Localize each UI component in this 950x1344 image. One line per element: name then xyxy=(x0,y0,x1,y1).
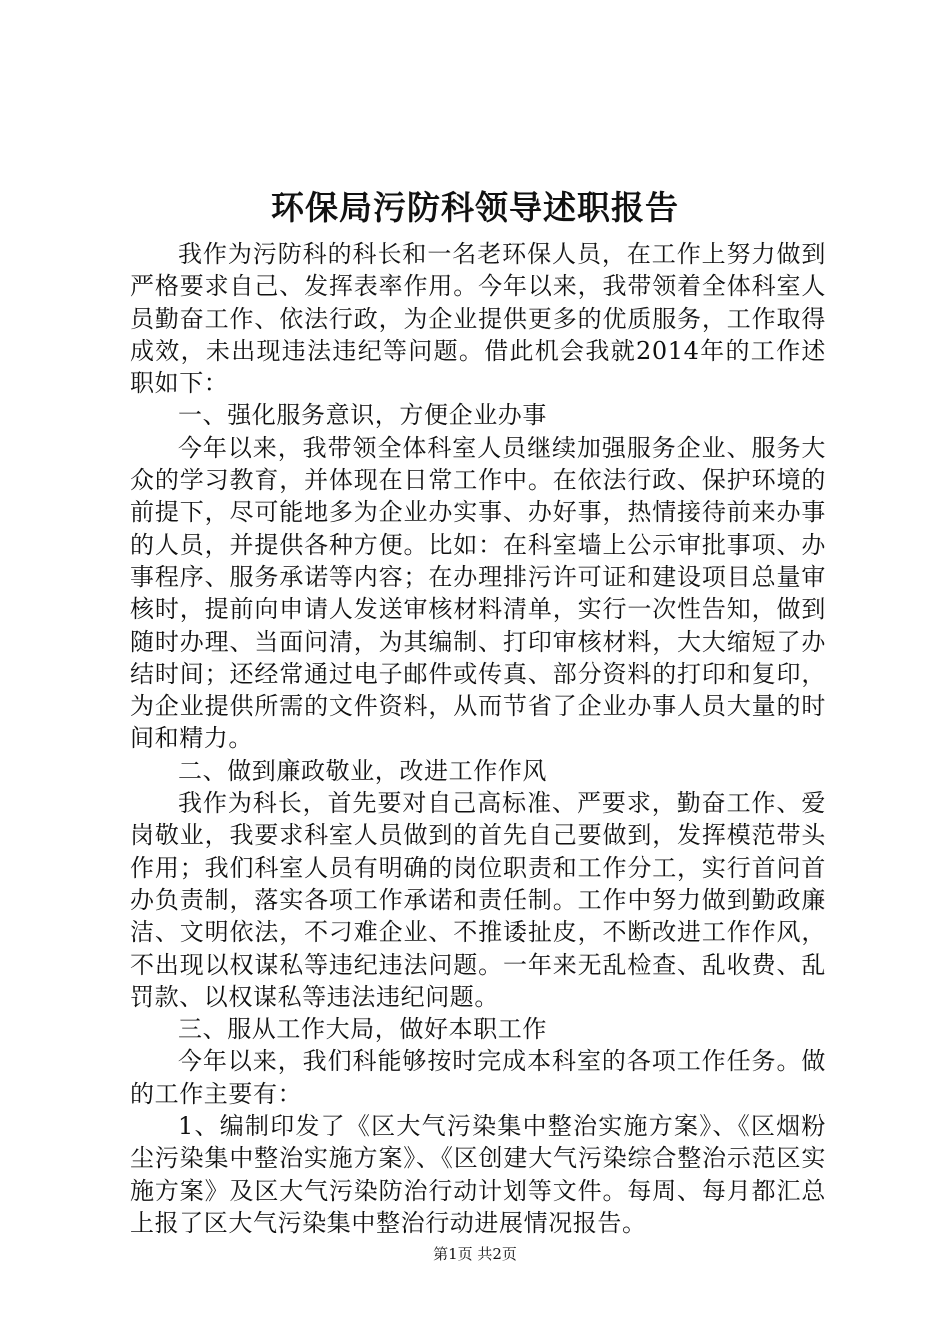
page-number-footer: 第1页 共2页 xyxy=(433,1245,517,1263)
paragraph-intro: 我作为污防科的科长和一名老环保人员，在工作上努力做到严格要求自己、发挥表率作用。今年以来，我带领着全体科室人员勤奋工作、依法行政，为企业提供更多的优质服务，工作取得成效，未出现违法违纪等问题。借此机会我就2014年的工作述职如下： xyxy=(130,240,826,398)
section-heading-1: 一、强化服务意识，方便企业办事 xyxy=(178,401,547,430)
paragraph-section-3: 今年以来，我们科能够按时完成本科室的各项工作任务。做的工作主要有： xyxy=(130,1047,826,1108)
section-heading-2: 二、做到廉政敬业，改进工作作风 xyxy=(178,756,547,785)
paragraph-section-1: 今年以来，我带领全体科室人员继续加强服务企业、服务大众的学习教育，并体现在日常工作中。在依法行政、保护环境的前提下，尽可能地多为企业办实事、办好事，热情接待前来办事的人员，并提供各种方便。比如：在科室墙上公示审批事项、办事程序、服务承诺等内容；在办理排污许可证和建设项目总量审核时，提前向申请人发送审核材料清单，实行一次性告知，做到随时办理、当面问清，为其编制、打印审核材料，大大缩短了办结时间；还经常通过电子邮件或传真、部分资料的打印和复印，为企业提供所需的文件资料，从而节省了企业办事人员大量的时间和精力。 xyxy=(130,433,826,753)
paragraph-section-2: 我作为科长，首先要对自己高标准、严要求，勤奋工作、爱岗敬业，我要求科室人员做到的首先自己要做到，发挥模范带头作用；我们科室人员有明确的岗位职责和工作分工，实行首问首办负责制，落实各项工作承诺和责任制。工作中努力做到勤政廉洁、文明依法，不刁难企业、不推诿扯皮，不断改进工作作风，不出现以权谋私等违纪违法问题。一年来无乱检查、乱收费、乱罚款、以权谋私等违法违纪问题。 xyxy=(130,789,826,1011)
document-title: 环保局污防科领导述职报告 xyxy=(271,188,679,227)
paragraph-item-1: 1、编制印发了《区大气污染集中整治实施方案》、《区烟粉尘污染集中整治实施方案》、《区创建大气污染综合整治示范区实施方案》及区大气污染防治行动计划等文件。每周、每月都汇总上报了区大气污染集中整治行动进展情况报告。 xyxy=(130,1112,826,1237)
document-body xyxy=(130,238,826,1239)
section-heading-3: 三、服从工作大局，做好本职工作 xyxy=(178,1015,547,1044)
